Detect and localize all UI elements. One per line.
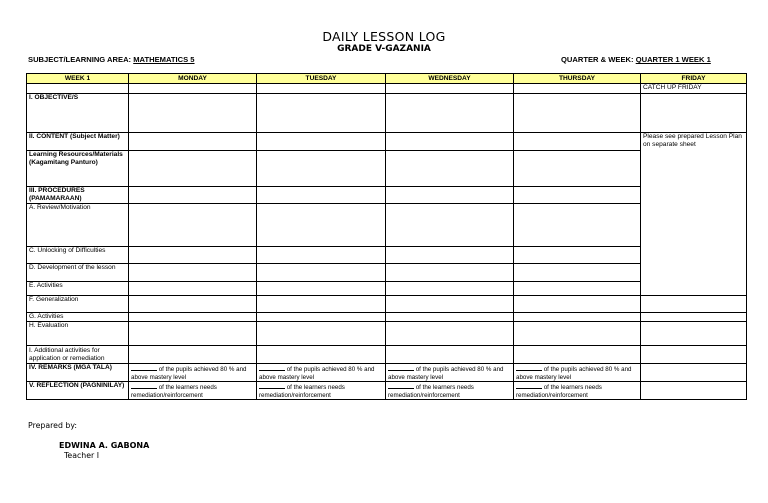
table-row [27,84,747,94]
table-cell [641,364,747,382]
quarter-label: QUARTER & WEEK: [561,55,634,64]
subject-value: MATHEMATICS 5 [133,55,195,64]
table-cell [386,94,514,133]
subject-label: SUBJECT/LEARNING AREA: [28,55,132,64]
table-row [27,187,747,204]
remarks-text: of the pupils achieved 80 % and above mastery level [259,366,375,381]
table-cell [641,94,747,133]
row-activities-g: G. Activities [27,313,129,322]
remarks-tuesday [257,364,386,382]
table-cell [514,187,641,204]
blank-line [516,382,542,389]
document-title: DAILY LESSON LOG [322,29,446,44]
table-row [27,151,747,187]
reflection-wednesday [386,382,514,400]
table-cell [514,94,641,133]
col-tuesday: TUESDAY [257,74,386,84]
table-row [27,313,747,322]
reflection-text: of the learners needs remediation/reinforcement [516,384,602,399]
table-row [27,322,747,346]
table-cell [386,133,514,151]
row-unlocking: C. Unlocking of Difficulties [27,247,129,264]
table-cell [129,322,257,346]
table-cell [257,264,386,282]
table-cell [514,296,641,313]
remarks-text: of the pupils achieved 80 % and above mastery level [516,366,632,381]
table-cell [27,84,129,94]
row-procedures: III. PROCEDURES (PAMAMARAAN) [27,187,129,204]
blank-line [388,364,414,371]
prepared-by-label: Prepared by: [28,421,78,430]
table-row [27,364,747,382]
row-review: A. Review/Motivation [27,204,129,247]
reflection-text: of the learners needs remediation/reinforcement [388,384,474,399]
blank-line [259,364,285,371]
table-cell [386,84,514,94]
row-development: D. Development of the lesson [27,264,129,282]
col-week: WEEK 1 [27,74,129,84]
row-generalization: F. Generalization [27,296,129,313]
reflection-text: of the learners needs remediation/reinforcement [259,384,345,399]
table-cell [514,247,641,264]
header-row [27,74,747,84]
table-cell [641,296,747,313]
blank-line [516,364,542,371]
table-cell [641,322,747,346]
remarks-wednesday [386,364,514,382]
subject-area [28,55,195,64]
grade-section: GRADE V-GAZANIA [337,44,431,54]
table-cell [257,187,386,204]
blank-line [388,382,414,389]
table-row [27,133,747,151]
lesson-log-table [26,73,747,400]
table-cell [641,346,747,364]
table-cell [257,282,386,296]
reflection-monday [129,382,257,400]
table-cell [257,133,386,151]
quarter-week [561,55,711,64]
table-row [27,296,747,313]
table-cell [386,346,514,364]
table-cell [386,296,514,313]
table-cell [129,94,257,133]
col-friday: FRIDAY [641,74,747,84]
table-cell [514,133,641,151]
table-cell [514,204,641,247]
teacher-name: EDWINA A. GABONA [59,441,150,450]
remarks-text: of the pupils achieved 80 % and above mastery level [131,366,247,381]
table-row [27,264,747,282]
table-cell [514,151,641,187]
remarks-monday [129,364,257,382]
table-cell [386,247,514,264]
quarter-value: QUARTER 1 WEEK 1 [635,55,711,64]
row-objectives: I. OBJECTIVE/S [27,94,129,133]
row-activities-e: E. Activities [27,282,129,296]
table-cell [386,187,514,204]
table-cell [386,204,514,247]
reflection-tuesday [257,382,386,400]
table-cell [257,247,386,264]
table-cell [129,346,257,364]
row-remarks: IV. REMARKS (MGA TALA) [27,364,129,382]
table-cell [257,296,386,313]
table-cell [641,382,747,400]
col-thursday: THURSDAY [514,74,641,84]
table-row [27,382,747,400]
table-cell [129,204,257,247]
table-row [27,282,747,296]
row-resources: Learning Resources/Materials (Kagamitang Panturo) [27,151,129,187]
table-row [27,204,747,247]
table-cell [386,151,514,187]
table-cell [129,187,257,204]
table-cell [514,346,641,364]
row-evaluation: H. Evaluation [27,322,129,346]
row-additional: I. Additional activities for application or remediation [27,346,129,364]
table-cell [129,313,257,322]
table-row [27,94,747,133]
table-cell [257,313,386,322]
blank-line [259,382,285,389]
table-cell [514,313,641,322]
table-cell [129,84,257,94]
table-row [27,346,747,364]
col-monday: MONDAY [129,74,257,84]
table-cell [514,322,641,346]
remarks-text: of the pupils achieved 80 % and above mastery level [388,366,504,381]
table-cell [386,313,514,322]
table-cell [386,264,514,282]
row-reflection: V. REFLECTION (PAGNINILAY) [27,382,129,400]
table-cell [257,346,386,364]
table-cell [386,282,514,296]
table-row [27,247,747,264]
table-cell [257,322,386,346]
reflection-thursday [514,382,641,400]
table-cell [386,322,514,346]
row-content: II. CONTENT (Subject Matter) [27,133,129,151]
table-cell [257,84,386,94]
table-cell [641,313,747,322]
table-cell [514,84,641,94]
table-cell [514,282,641,296]
friday-plan-note: Please see prepared Lesson Plan on separate sheet [641,133,747,296]
blank-line [131,364,157,371]
table-cell [514,264,641,282]
table-cell [129,151,257,187]
remarks-thursday [514,364,641,382]
table-cell [257,94,386,133]
col-wednesday: WEDNESDAY [386,74,514,84]
table-cell [129,247,257,264]
table-cell [129,296,257,313]
table-cell [129,282,257,296]
teacher-position: Teacher I [64,451,100,460]
table-cell [257,151,386,187]
table-cell [129,133,257,151]
friday-catch-up: CATCH UP FRIDAY [641,84,747,94]
blank-line [131,382,157,389]
table-cell [129,264,257,282]
reflection-text: of the learners needs remediation/reinforcement [131,384,217,399]
table-cell [257,204,386,247]
